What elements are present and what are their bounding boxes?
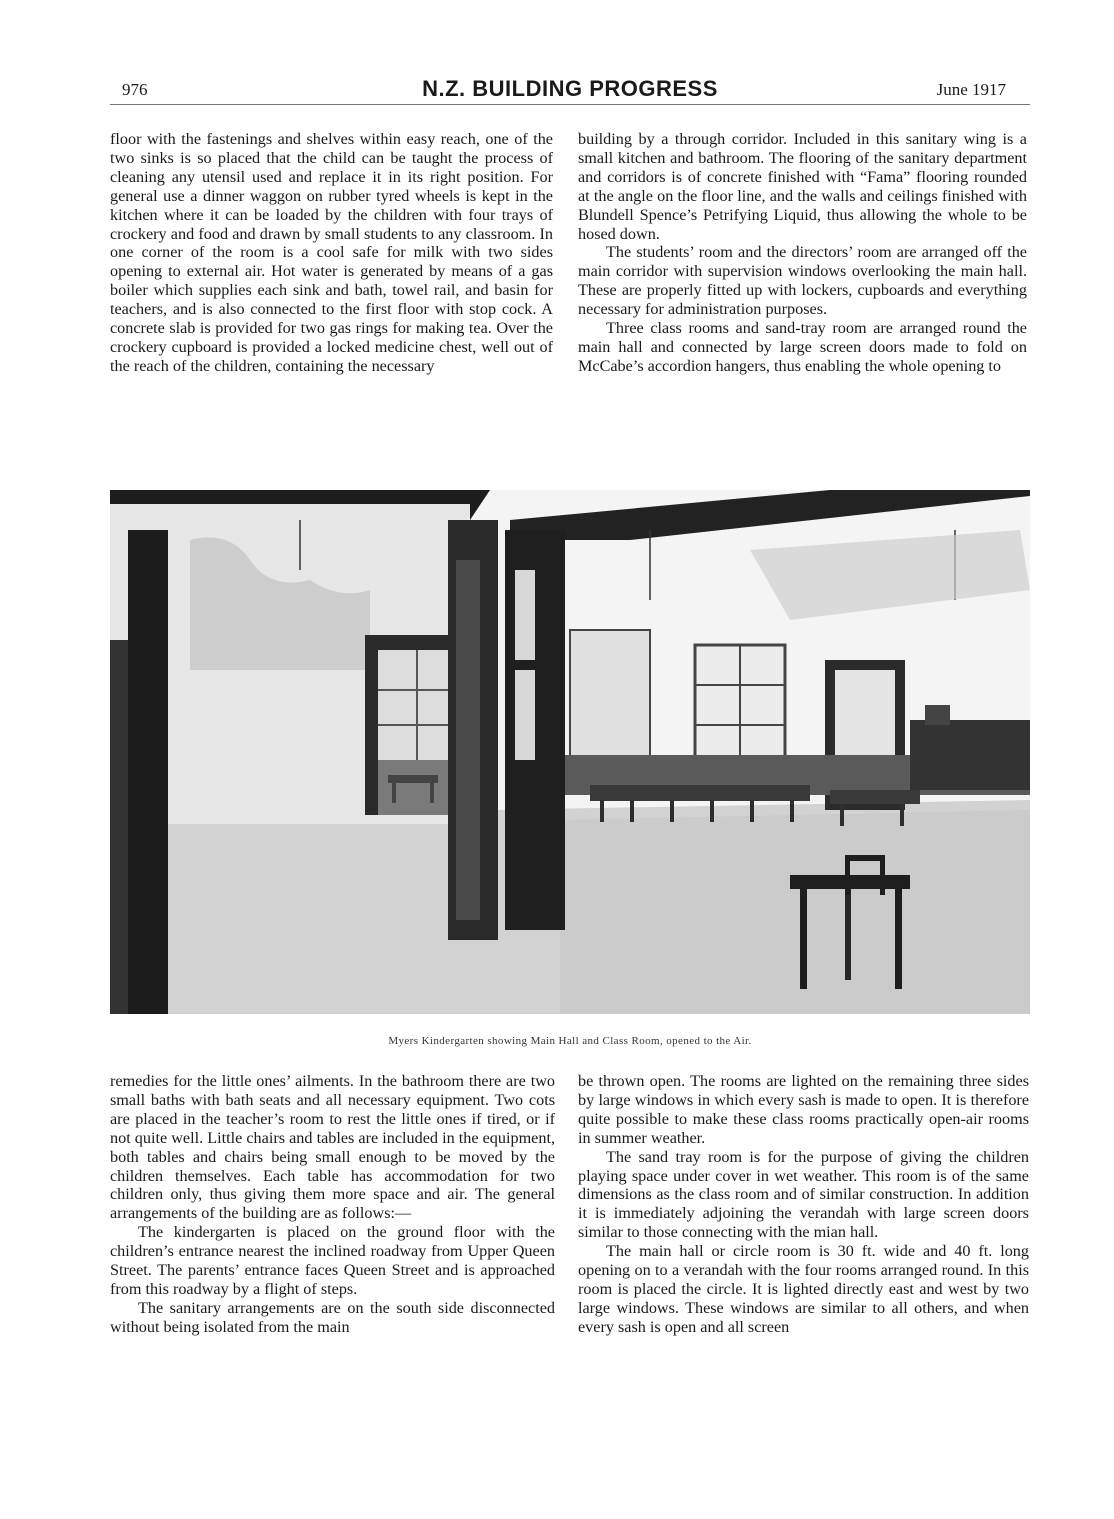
paragraph: The sand tray room is for the purpose of giving the children playing space under cover in wet weather. This room is of the same dimensions as the class room and of similar construction. In addition it is immediately adjoining the verandah with large screen doors similar to those connecting with the mian hall.: [578, 1147, 1029, 1242]
paragraph: building by a through corridor. Included in this sanitary wing is a small kitchen and bathroom. The flooring of the sanitary department and corridors is of concrete finished with “Fama” flooring rounded at the angle on the floor line, and the walls and ceilings finished with Blundell Spence’s Petrifying Liquid, thus allowing the whole to be hosed down.: [578, 130, 1027, 243]
header-rule: [110, 104, 1030, 105]
paragraph: The main hall or circle room is 30 ft. wide and 40 ft. long opening on to a verandah with the four rooms arranged round. In this room is placed the circle. It is lighted directly east and west by two large windows. These windows are similar to all others, and when every sash is open and all screen: [578, 1242, 1029, 1336]
paragraph: Three class rooms and sand-tray room are arranged round the main hall and connected by large screen doors made to fold on McCabe’s accordion hangers, thus enabling the whole opening to: [578, 319, 1027, 375]
photo-caption: Myers Kindergarten showing Main Hall and Class Room, opened to the Air.: [388, 1035, 752, 1047]
column-bottom-right: [578, 1072, 1029, 1337]
paragraph: be thrown open. The rooms are lighted on the remaining three sides by large windows in which every sash is made to open. It is therefore quite possible to make these class rooms practically open-air rooms in summer weather.: [578, 1072, 1029, 1147]
paragraph: The students’ room and the directors’ room are arranged off the main corridor with supervision windows overlooking the main hall. These are properly fitted up with lockers, cupboards and everything necessary for administration purposes.: [578, 243, 1027, 319]
paragraph: remedies for the little ones’ ailments. In the bathroom there are two small baths with bath seats and all necessary equipment. Two cots are placed in the teacher’s room to rest the little ones if tired, or if not quite well. Little chairs and tables are included in the equipment, both tables and chairs being small enough to be moved by the children themselves. Each table has accommodation for two children only, thus giving them more space and air. The general arrangements of the building are as follows:—: [110, 1072, 555, 1223]
kindergarten-photograph: [110, 490, 1030, 1014]
column-top-left: [110, 130, 553, 376]
paragraph: The kindergarten is placed on the ground floor with the children’s entrance nearest the inclined roadway from Upper Queen Street. The parents’ entrance faces Queen Street and is approached from this roadway by a flight of steps.: [110, 1223, 555, 1298]
paragraph: The sanitary arrangements are on the south side disconnected without being isolated from the main: [110, 1298, 555, 1336]
journal-title: N.Z. BUILDING PROGRESS: [422, 76, 718, 101]
page-number: 976: [122, 80, 148, 99]
paragraph: floor with the fastenings and shelves within easy reach, one of the two sinks is so placed that the child can be taught the process of cleaning any utensil used and replace it in its right position. For general use a dinner waggon on rubber tyred wheels is kept in the kitchen where it can be loaded by the children with four trays of crockery and food and drawn by small students to any classroom. In one corner of the room is a cool safe for milk with two sides opening to external air. Hot water is generated by means of a gas boiler which supplies each sink and bath, towel rail, and basin for teachers, and is also connected to the first floor with stop cock. A concrete slab is provided for two gas rings for making tea. Over the crockery cupboard is provided a locked medicine chest, well out of the reach of the children, containing the necessary: [110, 130, 553, 375]
page-header: [110, 76, 1030, 106]
issue-date: June 1917: [936, 80, 1006, 99]
column-top-right: [578, 130, 1027, 376]
column-bottom-left: [110, 1072, 555, 1337]
photo-illustration: [110, 490, 1030, 1014]
